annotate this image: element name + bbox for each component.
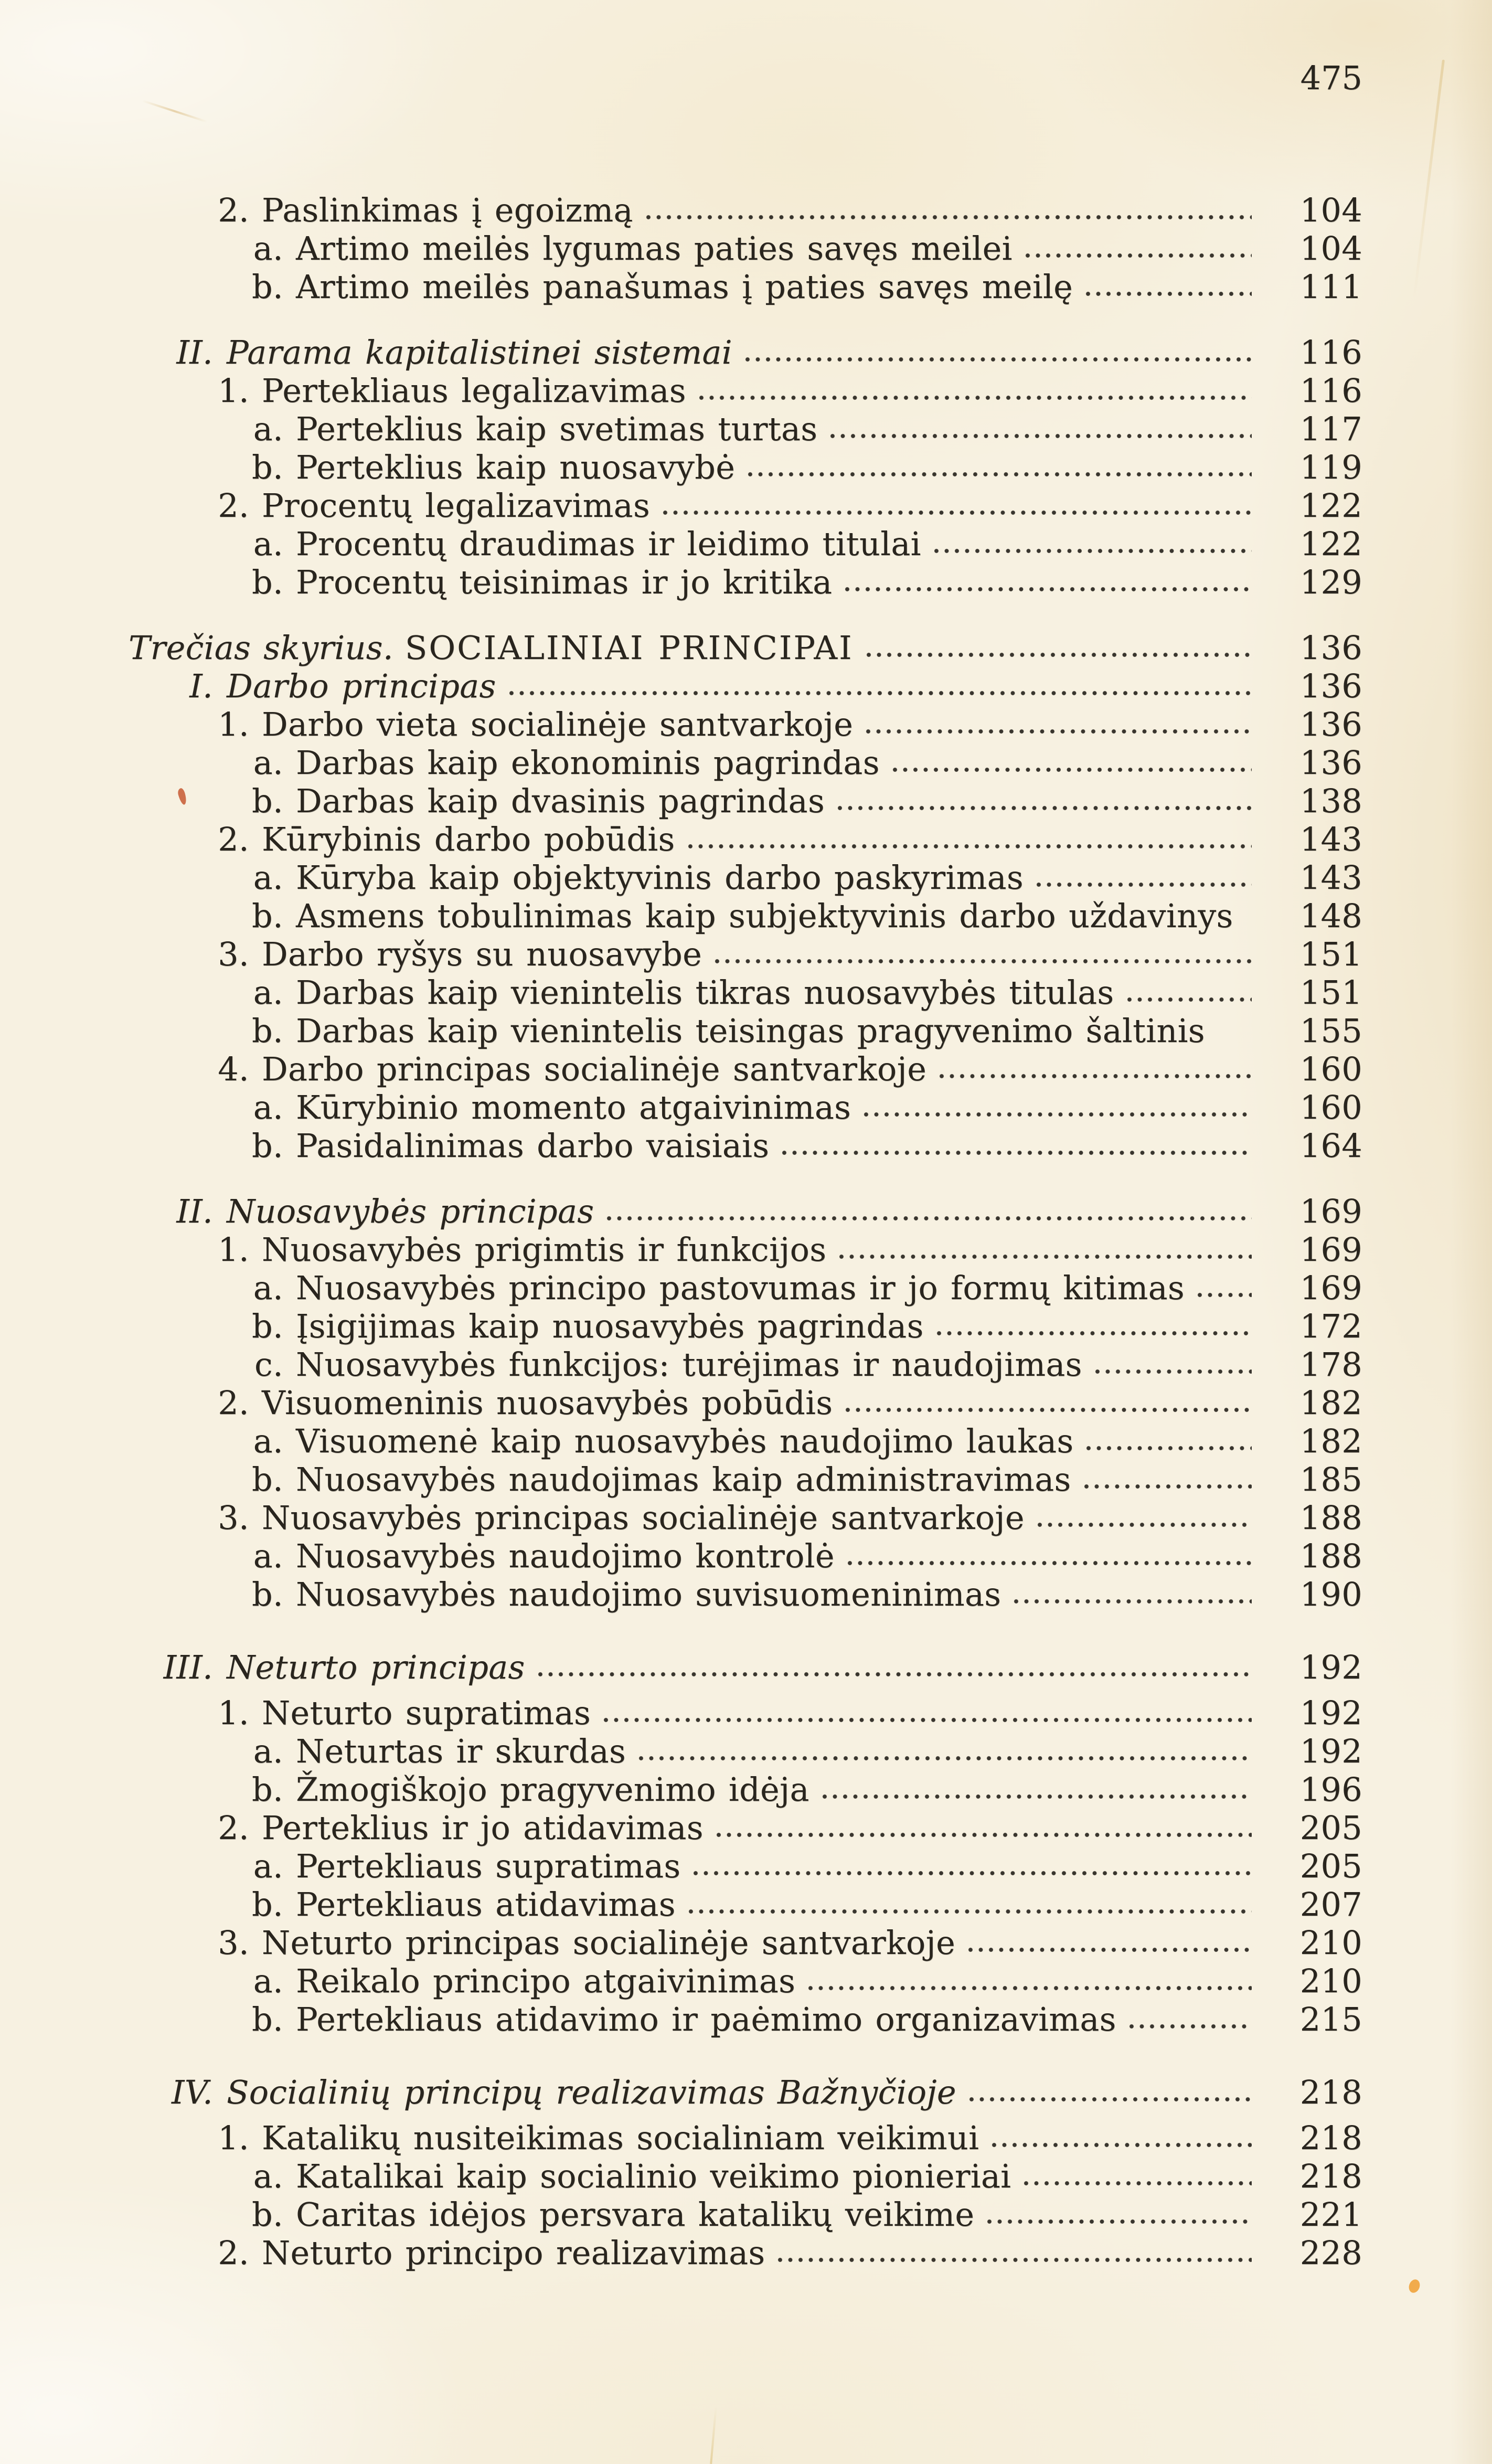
dot-leader [603,1717,1252,1723]
dot-leader [866,728,1252,735]
toc-row-title: Socialinių principų realizavimas Bažnyčioje [227,2073,956,2111]
dot-leader [1037,1522,1252,1528]
toc-row-marker: a. [253,1422,283,1460]
toc-page-number: 185 [1299,1460,1362,1499]
toc-page-number: 169 [1299,1269,1362,1307]
dot-leader [845,1407,1252,1413]
toc-row-title: Procentų draudimas ir leidimo titulai [296,525,921,563]
toc-row-title: Nuosavybės naudojimo kontrolė [296,1537,835,1575]
toc-row [0,1230,1492,1269]
dot-leader [1095,1368,1252,1375]
dot-leader [509,690,1252,696]
toc-row-title: Paslinkimas į egoizmą [262,191,633,229]
toc-row-title: Darbo vieta socialinėje santvarkoje [262,705,854,744]
dot-leader [748,471,1252,477]
toc-row-marker: a. [253,410,283,448]
toc-row [0,410,1492,448]
toc-row-marker: IV. [171,2073,213,2111]
dot-leader [688,843,1252,849]
dot-leader [663,509,1252,516]
toc-row [0,486,1492,525]
toc-row-title: Darbas kaip ekonominis pagrindas [296,744,880,782]
toc-row [0,667,1492,705]
toc-row [0,333,1492,371]
dot-leader [699,395,1252,401]
toc-page-number: 218 [1299,2157,1362,2195]
toc-row-title: Darbo principas [227,667,496,705]
toc-row-marker: a. [253,1732,283,1770]
dot-leader [782,1150,1252,1156]
toc-row-title: Pertekliaus atidavimas [296,1885,676,1924]
toc-row-marker: a. [253,858,283,897]
toc-row [0,1012,1492,1050]
toc-row-marker: a. [253,973,283,1012]
toc-row-marker: b. [252,1575,283,1613]
toc-page-number: 160 [1299,1050,1362,1088]
toc-page-number: 178 [1299,1345,1362,1384]
toc-page-number: 155 [1299,1012,1362,1050]
dot-leader [892,767,1252,773]
toc-row-title: Perteklius kaip nuosavybė [296,448,736,486]
toc-row-title: Nuosavybės naudojimo suvisuomeninimas [296,1575,1001,1613]
toc-row-marker: b. [252,1460,283,1499]
toc-row [0,448,1492,486]
dot-leader [837,805,1252,811]
toc-row-title: Pertekliaus atidavimo ir paėmimo organizavimas [296,2000,1116,2038]
toc-row-marker: 3. [218,935,249,973]
toc-row [0,2157,1492,2195]
toc-row-marker: 4. [218,1050,249,1088]
toc-page-number: 136 [1299,705,1362,744]
toc-row-marker: b. [252,1012,283,1050]
toc-row [0,2073,1492,2111]
dot-leader [936,1330,1252,1336]
toc-row-marker: 1. [218,2119,249,2157]
toc-row-marker: b. [252,563,283,601]
toc-page-number: 210 [1299,1924,1362,1962]
dot-leader [1085,291,1252,297]
toc-row [0,268,1492,306]
toc-row-title: Trečias skyrius. [129,629,393,667]
dot-leader [968,1947,1252,1953]
toc-page-number: 192 [1299,1694,1362,1732]
toc-row-marker: 1. [218,705,249,744]
toc-row-title: Darbo principas socialinėje santvarkoje [262,1050,927,1088]
toc-page-number: 129 [1299,563,1362,601]
toc-row-title: Darbas kaip dvasinis pagrindas [296,782,825,820]
toc-page-number: 104 [1299,191,1362,229]
toc-page-number: 111 [1299,268,1362,306]
toc-row-title: Kūryba kaip objektyvinis darbo paskyrimas [296,858,1024,897]
toc-row [0,1648,1492,1686]
toc-row-title: Įsigijimas kaip nuosavybės pagrindas [296,1307,924,1345]
toc-row-title: Procentų teisinimas ir jo kritika [296,563,833,601]
toc-page-number: 116 [1299,371,1362,410]
toc-page-number: 205 [1299,1847,1362,1885]
toc-row [0,229,1492,268]
toc-row-title: Pertekliaus legalizavimas [262,371,686,410]
toc-row-marker: 2. [218,1384,249,1422]
toc-row [0,2000,1492,2038]
toc-row [0,1307,1492,1345]
dot-leader [969,2096,1252,2102]
dot-leader [839,1254,1252,1260]
toc-row-title: Nuosavybės principas socialinėje santvarkoje [262,1499,1025,1537]
dot-leader [1025,252,1252,259]
dot-leader [1218,1035,1252,1041]
toc-row-title: Artimo meilės lygumas paties savęs meilei [296,229,1013,268]
toc-row [0,1088,1492,1127]
toc-row [0,1050,1492,1088]
toc-page-number: 122 [1299,525,1362,563]
dot-leader [1129,2023,1252,2030]
toc-page-number: 190 [1299,1575,1362,1613]
toc-row-marker: 3. [218,1924,249,1962]
toc-row [0,1460,1492,1499]
toc-row-title: Pertekliaus supratimas [296,1847,681,1885]
dot-leader [992,2142,1252,2148]
toc-row-title: Neturtas ir skurdas [296,1732,626,1770]
dot-leader [808,1985,1252,1991]
toc-row-marker: II. [176,1192,213,1230]
toc-row-marker: b. [252,1885,283,1924]
dot-leader [822,1793,1252,1800]
toc-row [0,1694,1492,1732]
toc-row-marker: 3. [218,1499,249,1537]
toc-row [0,1732,1492,1770]
dot-leader [1246,920,1252,926]
toc-row-title: Pasidalinimas darbo vaisiais [296,1127,770,1165]
toc-row-title: Artimo meilės panašumas į paties savęs meilę [296,268,1073,306]
toc-row-marker: 2. [218,486,249,525]
dot-leader [845,586,1252,592]
toc-row-marker: b. [252,1307,283,1345]
toc-row-marker: b. [252,1770,283,1809]
toc-row-marker: 2. [218,820,249,858]
toc-row [0,935,1492,973]
dot-leader [688,1908,1252,1915]
dot-leader [646,214,1252,220]
toc-row-title: Darbas kaip vienintelis tikras nuosavybės titulas [296,973,1114,1012]
toc-page-number: 136 [1299,629,1362,667]
dot-leader [538,1671,1252,1677]
toc-page-number: 218 [1299,2073,1362,2111]
dot-leader [1036,881,1252,888]
dot-leader [638,1755,1252,1761]
paper-fiber-stain [142,100,208,123]
toc-row-title: Neturto supratimas [262,1694,591,1732]
toc-page-number: 215 [1299,2000,1362,2038]
toc-row-title: Nuosavybės prigimtis ir funkcijos [262,1230,827,1269]
dot-leader [830,433,1252,439]
toc-row [0,1499,1492,1537]
toc-row [0,525,1492,563]
toc-page-number: 151 [1299,973,1362,1012]
toc-page-number: 169 [1299,1192,1362,1230]
toc-page-number: 148 [1299,897,1362,935]
dot-leader [1014,1598,1252,1605]
toc-row [0,563,1492,601]
toc-page-number: 119 [1299,448,1362,486]
dot-leader [715,958,1252,964]
toc-row-marker: c. [254,1345,283,1384]
toc-row-marker: 2. [218,1809,249,1847]
toc-row-marker: III. [163,1648,213,1686]
toc-row-title: Neturto principas [227,1648,525,1686]
toc-row-title: Procentų legalizavimas [262,486,651,525]
dot-leader [777,2257,1252,2263]
toc-row-marker: 2. [218,191,249,229]
toc-row-title: Nuosavybės principo pastovumas ir jo formų kitimas [296,1269,1185,1307]
toc-page-number: 205 [1299,1809,1362,1847]
toc-row [0,2119,1492,2157]
dot-leader [1086,1445,1252,1451]
scanned-book-page [0,59,1492,2464]
toc-page-number: 122 [1299,486,1362,525]
toc-row-marker: 1. [218,371,249,410]
dot-leader [716,1832,1252,1838]
toc-row-title: Darbas kaip vienintelis teisingas pragyvenimo šaltinis [296,1012,1205,1050]
toc-row-marker: II. [176,333,213,371]
toc-row [0,744,1492,782]
toc-page-number: 221 [1299,2195,1362,2234]
toc-row-title: Perteklius ir jo atidavimas [262,1809,704,1847]
paper-crease-bottom [710,2406,717,2464]
toc-page-number: 104 [1299,229,1362,268]
toc-row-title: Asmens tobulinimas kaip subjektyvinis darbo uždavinys [296,897,1233,935]
toc-row [0,973,1492,1012]
toc-row [0,371,1492,410]
toc-page-number: 192 [1299,1732,1362,1770]
toc-row-marker: 1. [218,1230,249,1269]
toc-row-title: Nuosavybės naudojimas kaip administravimas [296,1460,1071,1499]
toc-row-marker: b. [252,782,283,820]
dot-leader [1024,2180,1252,2186]
toc-row [0,1885,1492,1924]
toc-row-marker: a. [253,744,283,782]
toc-row [0,629,1492,667]
toc-row [0,705,1492,744]
toc-row-marker: a. [253,229,283,268]
toc-row [0,782,1492,820]
toc-row [0,1192,1492,1230]
toc-row [0,1422,1492,1460]
toc-page-number: 182 [1299,1384,1362,1422]
dot-leader [934,548,1252,554]
toc-page-number: 192 [1299,1648,1362,1686]
toc-list [0,191,1492,2272]
toc-row-title: Visuomeninis nuosavybės pobūdis [262,1384,833,1422]
toc-row [0,1384,1492,1422]
toc-row-marker: a. [253,1088,283,1127]
dot-leader [847,1560,1252,1566]
toc-row-marker: 2. [218,2234,249,2272]
dot-leader [866,652,1252,658]
toc-row [0,1345,1492,1384]
toc-row-title: Neturto principo realizavimas [262,2234,765,2272]
toc-page-number: 138 [1299,782,1362,820]
toc-row-marker: b. [252,2000,283,2038]
toc-row-title: Parama kapitalistinei sistemai [227,333,732,371]
toc-row-marker: a. [253,1537,283,1575]
toc-row-title: Žmogiškojo pragyvenimo idėja [296,1770,809,1809]
orange-paper-fleck [1407,2278,1422,2294]
toc-row [0,820,1492,858]
toc-row-title: Darbo ryšys su nuosavybe [262,935,702,973]
dot-leader [987,2218,1252,2225]
toc-row-marker: b. [252,268,283,306]
toc-page-number: 172 [1299,1307,1362,1345]
toc-row [0,1537,1492,1575]
toc-row [0,1127,1492,1165]
toc-row-marker: a. [253,2157,283,2195]
toc-page-number: 143 [1299,858,1362,897]
toc-page-number: 188 [1299,1537,1362,1575]
toc-page-number: 218 [1299,2119,1362,2157]
toc-row [0,1575,1492,1613]
toc-row-title: Katalikai kaip socialinio veikimo pionieriai [296,2157,1011,2195]
toc-row [0,858,1492,897]
toc-row-title: Nuosavybės funkcijos: turėjimas ir naudojimas [296,1345,1082,1384]
toc-row-title: Visuomenė kaip nuosavybės naudojimo laukas [296,1422,1074,1460]
toc-row-marker: 1. [218,1694,249,1732]
toc-row-marker: I. [189,667,213,705]
toc-page-number: 151 [1299,935,1362,973]
toc-row-title: Reikalo principo atgaivinimas [296,1962,796,2000]
toc-row-title: Neturto principas socialinėje santvarkoje [262,1924,956,1962]
toc-page-number: 210 [1299,1962,1362,2000]
toc-page-number: 136 [1299,667,1362,705]
toc-page-number: 136 [1299,744,1362,782]
dot-leader [745,356,1252,363]
toc-row-title: Perteklius kaip svetimas turtas [296,410,818,448]
toc-row [0,1847,1492,1885]
toc-row-section-title: SOCIALINIAI PRINCIPAI [404,629,854,667]
dot-leader [693,1870,1252,1876]
toc-row [0,2234,1492,2272]
toc-page-number: 188 [1299,1499,1362,1537]
toc-row-title: Kūrybinis darbo pobūdis [262,820,675,858]
toc-row-title: Katalikų nusiteikimas socialiniam veikimui [262,2119,979,2157]
toc-page-number: 117 [1299,410,1362,448]
dot-leader [606,1215,1252,1222]
dot-leader [864,1111,1252,1118]
toc-page-number: 143 [1299,820,1362,858]
toc-row-title: Kūrybinio momento atgaivinimas [296,1088,851,1127]
toc-page-number: 160 [1299,1088,1362,1127]
dot-leader [1127,996,1252,1003]
toc-row-marker: a. [253,1847,283,1885]
toc-page-number: 228 [1299,2234,1362,2272]
toc-row [0,2195,1492,2234]
toc-row [0,1269,1492,1307]
toc-page-number: 207 [1299,1885,1362,1924]
footer-page-number: 475 [1300,59,1362,97]
toc-row [0,1770,1492,1809]
toc-page-number: 182 [1299,1422,1362,1460]
toc-row-marker: b. [252,448,283,486]
dot-leader [1197,1292,1252,1298]
dot-leader [939,1073,1252,1079]
toc-row-marker: a. [253,1269,283,1307]
toc-page-number: 116 [1299,333,1362,371]
toc-page-number: 169 [1299,1230,1362,1269]
toc-row-marker: b. [252,2195,283,2234]
dot-leader [1084,1483,1252,1490]
toc-row [0,1809,1492,1847]
toc-row [0,191,1492,229]
toc-row-title: Caritas idėjos persvara katalikų veikime [296,2195,975,2234]
toc-row-marker: b. [252,1127,283,1165]
toc-row [0,897,1492,935]
toc-page-number: 196 [1299,1770,1362,1809]
toc-row-marker: b. [252,897,283,935]
toc-page-number: 164 [1299,1127,1362,1165]
toc-row [0,1962,1492,2000]
toc-row-title: Nuosavybės principas [227,1192,594,1230]
toc-row-marker: a. [253,1962,283,2000]
toc-row [0,1924,1492,1962]
toc-row-marker: a. [253,525,283,563]
